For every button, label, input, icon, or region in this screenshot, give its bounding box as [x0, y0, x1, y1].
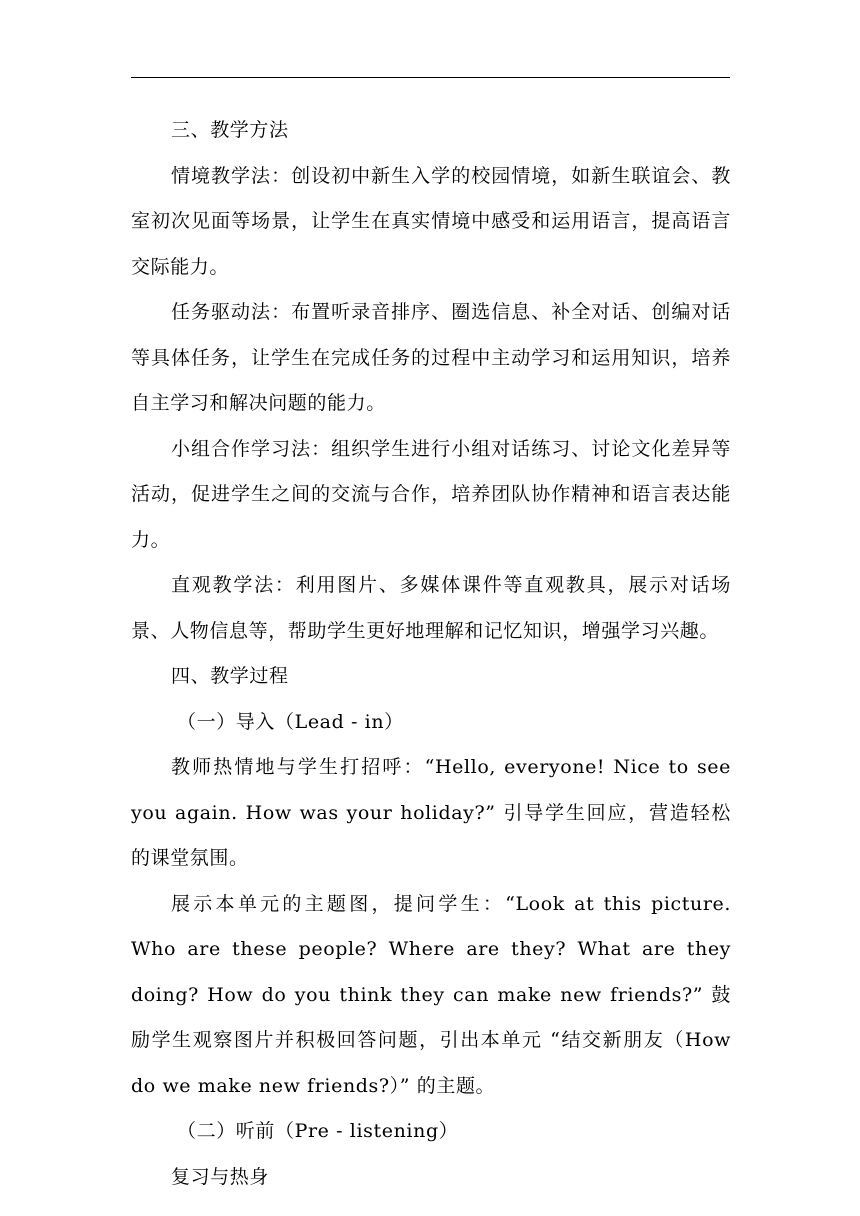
subheading-pre-listening: （二）听前（Pre - listening）	[177, 1120, 459, 1142]
paragraph-review-warmup: 复习与热身	[171, 1165, 270, 1188]
paragraph-visual-teaching: 直观教学法：利用图片、多媒体课件等直观教具，展示对话场景、人物信息等，帮助学生更好地理解和记忆知识，增强学习兴趣。	[131, 574, 731, 642]
section-heading-teaching-methods: 三、教学方法	[171, 119, 289, 141]
paragraph-task-driven: 任务驱动法：布置听录音排序、圈选信息、补全对话、创编对话等具体任务，让学生在完成任务的过程中主动学习和运用知识，培养自主学习和解决问题的能力。	[131, 301, 731, 414]
subheading-lead-in: （一）导入（Lead - in）	[177, 710, 404, 733]
paragraph-group-cooperation: 小组合作学习法：组织学生进行小组对话练习、讨论文化差异等活动，促进学生之间的交流与合作，培养团队协作精神和语言表达能力。	[131, 437, 731, 551]
paragraph-greeting: 教师热情地与学生打招呼：“Hello, everyone! Nice to see you again. How was your holiday?” 引导学生回应，营造轻松的课堂氛围。	[131, 756, 731, 869]
header-rule	[131, 77, 730, 78]
paragraph-situational-teaching: 情境教学法：创设初中新生入学的校园情境，如新生联谊会、教室初次见面等场景，让学生在真实情境中感受和运用语言，提高语言交际能力。	[131, 164, 731, 278]
section-heading-teaching-process: 四、教学过程	[171, 665, 289, 687]
document-body	[131, 108, 731, 1200]
paragraph-theme-picture: 展示本单元的主题图，提问学生：“Look at this picture. Who are these people? Where are they? What are they doing? How do you think they can make new friends?” 鼓励学生观察图片并积极回答问题，引出本单元 “结交新朋友（How do we make new friends?）” 的主题。	[131, 892, 731, 1097]
